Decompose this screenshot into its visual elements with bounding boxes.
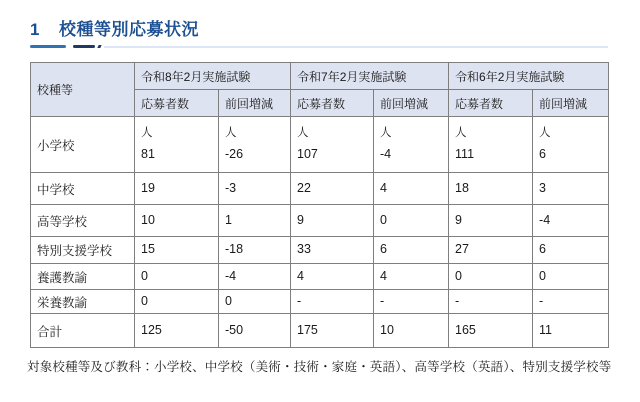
cell-value: 3 bbox=[539, 180, 546, 195]
cell-value: 10 bbox=[141, 212, 155, 227]
cell-change bbox=[533, 264, 609, 290]
section-title-text: 校種等別応募状況 bbox=[58, 20, 199, 39]
cell-value: 9 bbox=[297, 212, 304, 227]
rule-segment-mid-blue bbox=[30, 45, 66, 48]
row-label: 高等学校 bbox=[31, 205, 135, 237]
cell-applicants bbox=[291, 173, 374, 205]
cell-change bbox=[219, 205, 291, 237]
cell-applicants bbox=[135, 205, 219, 237]
table-header-row-groups bbox=[31, 63, 609, 90]
cell-change bbox=[219, 173, 291, 205]
cell-change bbox=[533, 290, 609, 314]
cell-change bbox=[219, 264, 291, 290]
unit-label: 人 bbox=[297, 126, 309, 139]
cell-value: 33 bbox=[297, 242, 311, 257]
cell-value: 6 bbox=[539, 242, 546, 257]
cell-change bbox=[533, 117, 609, 173]
column-group-reiwa7: 令和7年2月実施試験 bbox=[291, 63, 449, 90]
table-row bbox=[31, 264, 609, 290]
subheader-change: 前回増減 bbox=[533, 90, 609, 117]
cell-change bbox=[374, 290, 449, 314]
row-label: 養護教諭 bbox=[31, 264, 135, 290]
cell-change bbox=[533, 173, 609, 205]
cell-applicants bbox=[291, 264, 374, 290]
rule-segment-dark-blue bbox=[73, 45, 95, 48]
row-label: 中学校 bbox=[31, 173, 135, 205]
cell-change bbox=[374, 205, 449, 237]
table-row bbox=[31, 205, 609, 237]
cell-value: 1 bbox=[225, 212, 232, 227]
cell-change bbox=[374, 173, 449, 205]
table-row bbox=[31, 117, 609, 173]
table-row bbox=[31, 314, 609, 348]
cell-value: 11 bbox=[539, 322, 553, 337]
table-row bbox=[31, 237, 609, 264]
subheader-applicants: 応募者数 bbox=[291, 90, 374, 117]
unit-label: 人 bbox=[380, 126, 392, 139]
cell-change bbox=[374, 117, 449, 173]
cell-applicants bbox=[291, 237, 374, 264]
cell-value: - bbox=[380, 293, 385, 308]
cell-value: 0 bbox=[539, 268, 546, 283]
cell-value: -18 bbox=[225, 242, 244, 257]
cell-value: 6 bbox=[380, 242, 387, 257]
cell-applicants bbox=[449, 314, 533, 348]
cell-applicants bbox=[135, 237, 219, 264]
cell-change bbox=[219, 117, 291, 173]
cell-value: 111 bbox=[455, 147, 475, 162]
cell-value: - bbox=[455, 293, 460, 308]
cell-change bbox=[374, 237, 449, 264]
cell-value: 9 bbox=[455, 212, 462, 227]
cell-change bbox=[219, 290, 291, 314]
cell-value: 15 bbox=[141, 242, 155, 257]
unit-label: 人 bbox=[225, 126, 237, 139]
cell-value: 0 bbox=[141, 293, 148, 308]
table-row bbox=[31, 290, 609, 314]
cell-applicants bbox=[291, 205, 374, 237]
cell-change bbox=[219, 314, 291, 348]
cell-value: 10 bbox=[380, 322, 394, 337]
cell-applicants bbox=[449, 205, 533, 237]
cell-change bbox=[533, 237, 609, 264]
column-group-reiwa8: 令和8年2月実施試験 bbox=[135, 63, 291, 90]
subheader-change: 前回増減 bbox=[374, 90, 449, 117]
cell-value: - bbox=[539, 293, 544, 308]
unit-label: 人 bbox=[455, 126, 467, 139]
cell-value: -4 bbox=[380, 147, 392, 162]
row-label: 栄養教諭 bbox=[31, 290, 135, 314]
table-row bbox=[31, 173, 609, 205]
cell-value: 0 bbox=[380, 212, 387, 227]
cell-value: 125 bbox=[141, 322, 162, 337]
cell-value: -4 bbox=[225, 268, 237, 283]
cell-change bbox=[533, 205, 609, 237]
cell-applicants bbox=[135, 314, 219, 348]
cell-applicants bbox=[135, 290, 219, 314]
cell-value: 18 bbox=[455, 180, 469, 195]
cell-applicants bbox=[135, 117, 219, 173]
cell-applicants bbox=[135, 173, 219, 205]
cell-value: 4 bbox=[380, 180, 387, 195]
cell-value: -4 bbox=[539, 212, 551, 227]
cell-value: 19 bbox=[141, 180, 155, 195]
row-label: 小学校 bbox=[31, 117, 135, 173]
cell-value: 81 bbox=[141, 147, 155, 162]
subheader-applicants: 応募者数 bbox=[449, 90, 533, 117]
cell-value: -3 bbox=[225, 180, 237, 195]
unit-label: 人 bbox=[141, 126, 153, 139]
cell-value: 4 bbox=[297, 268, 304, 283]
subheader-applicants: 応募者数 bbox=[135, 90, 219, 117]
cell-value: -50 bbox=[225, 322, 244, 337]
cell-value: - bbox=[297, 293, 302, 308]
cell-applicants bbox=[291, 117, 374, 173]
cell-value: 6 bbox=[539, 147, 546, 162]
rule-tick-mark bbox=[97, 45, 101, 48]
section-number: 1 bbox=[30, 20, 40, 39]
cell-change bbox=[374, 314, 449, 348]
section-title bbox=[30, 15, 199, 40]
cell-change bbox=[374, 264, 449, 290]
cell-value: 0 bbox=[455, 268, 462, 283]
title-underline-rule bbox=[30, 44, 608, 49]
cell-value: 0 bbox=[225, 293, 232, 308]
cell-applicants bbox=[449, 117, 533, 173]
applications-table bbox=[30, 62, 609, 348]
cell-value: 165 bbox=[455, 322, 476, 337]
cell-value: 4 bbox=[380, 268, 387, 283]
cell-value: 0 bbox=[141, 268, 148, 283]
rule-segment-light-blue bbox=[104, 46, 608, 48]
cell-value: 175 bbox=[297, 322, 318, 337]
cell-change bbox=[219, 237, 291, 264]
cell-applicants bbox=[449, 264, 533, 290]
cell-value: -26 bbox=[225, 147, 244, 162]
cell-value: 107 bbox=[297, 147, 318, 162]
row-label: 合計 bbox=[31, 314, 135, 348]
cell-applicants bbox=[135, 264, 219, 290]
cell-value: 22 bbox=[297, 180, 311, 195]
cell-applicants bbox=[449, 290, 533, 314]
column-group-reiwa6: 令和6年2月実施試験 bbox=[449, 63, 609, 90]
cell-applicants bbox=[291, 290, 374, 314]
cell-value: 27 bbox=[455, 242, 469, 257]
cell-applicants bbox=[449, 237, 533, 264]
unit-label: 人 bbox=[539, 126, 551, 139]
corner-header-school-type: 校種等 bbox=[31, 63, 135, 117]
cell-change bbox=[533, 314, 609, 348]
subheader-change: 前回増減 bbox=[219, 90, 291, 117]
cell-applicants bbox=[291, 314, 374, 348]
target-subjects-footnote: 対象校種等及び教科：小学校、中学校（美術・技術・家庭・英語）、高等学校（英語）、特別支援学校等 bbox=[27, 360, 612, 374]
row-label: 特別支援学校 bbox=[31, 237, 135, 264]
cell-applicants bbox=[449, 173, 533, 205]
